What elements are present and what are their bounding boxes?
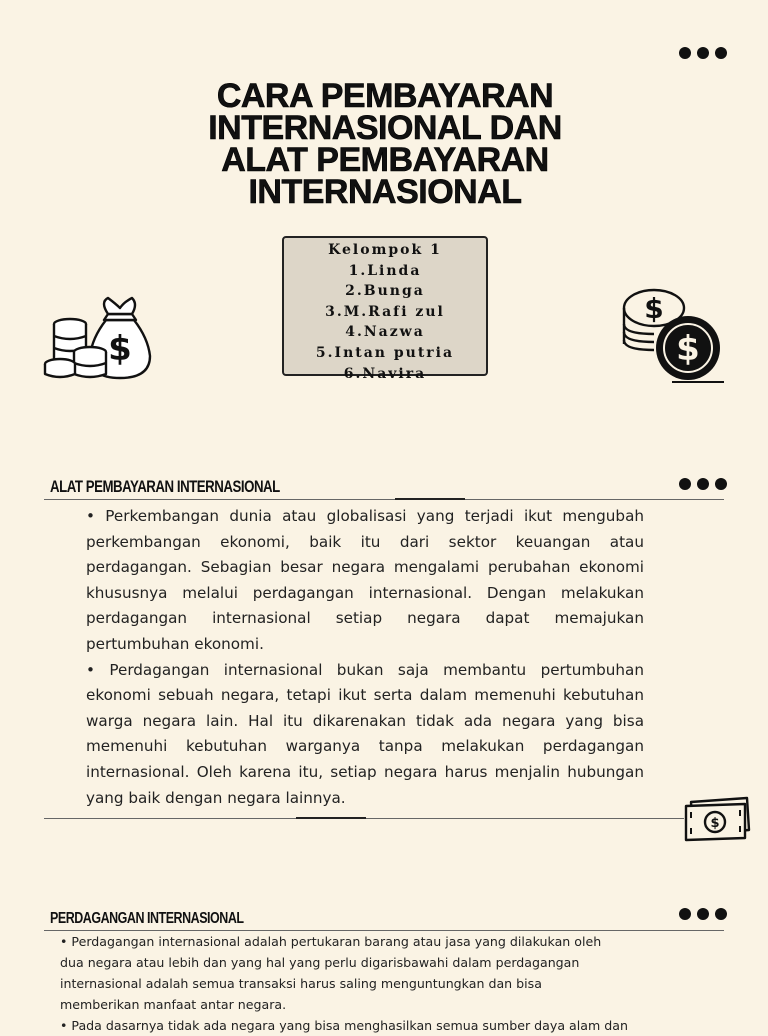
section-title: ALAT PEMBAYARAN INTERNASIONAL [50,477,280,496]
dollar-coins-icon [618,286,728,386]
member-item: 5.Intan putria [315,344,455,361]
svg-text:$: $ [644,292,664,325]
more-options-icon[interactable] [679,478,727,490]
group-members-box [282,236,488,382]
paragraph: • Pada dasarnya tidak ada negara yang bisa menghasilkan semua sumber daya alam dan [60,1018,628,1033]
svg-text:$: $ [710,816,720,831]
paragraph: • Perdagangan internasional adalah pertukaran barang atau jasa yang dilakukan oleh dua negara atau lebih dan yang hal yang perlu digarisbawahi dalam perdagangan internasional adalah semua transaksi harus saling menguntungkan dan bisa memberikan manfaat antar negara. [60,934,602,1012]
group-heading: Kelompok 1 [328,242,442,258]
section-body [60,931,628,1036]
divider [395,498,465,500]
section-body [86,504,644,811]
member-item: 3.M.Rafi zul [325,303,445,320]
svg-text:$: $ [676,329,700,369]
banknote-icon [683,796,753,842]
paragraph: • Perdagangan internasional bukan saja membantu pertumbuhan ekonomi sebuah negara, tetapi ikut serta dalam memenuhi kebutuhan warga negara lain. Hal itu dikarenakan tidak ada negara yang bisa memenuhi kebutuhan warganya tanpa melakukan perdagangan internasional. Oleh karena itu, setiap negara harus menjalin hubungan yang baik dengan negara lainnya. [86,660,644,807]
money-bag-coins-icon [42,294,154,382]
section-title: PERDAGANGAN INTERNASIONAL [50,910,244,927]
member-item: 4.Nazwa [345,324,425,341]
page-title: CARA PEMBAYARAN INTERNASIONAL DAN ALAT PEMBAYARAN INTERNASIONAL [208,77,562,211]
member-item: 2.Bunga [345,283,425,300]
more-options-icon[interactable] [679,47,727,59]
divider [296,817,366,819]
member-item: 6.Navira [343,365,427,382]
divider [44,499,724,500]
member-item: 1.Linda [348,262,422,279]
svg-text:$: $ [108,329,132,369]
more-options-icon[interactable] [679,908,727,920]
paragraph: • Perkembangan dunia atau globalisasi yang terjadi ikut mengubah perkembangan ekonomi, baik itu dari sektor keuangan atau perdagangan. Sebagian besar negara mengalami perubahan ekonomi khususnya melalui perdagangan internasional. Dengan melakukan perdagangan internasional setiap negara dapat memajukan pertumbuhan ekonomi. [86,507,644,653]
